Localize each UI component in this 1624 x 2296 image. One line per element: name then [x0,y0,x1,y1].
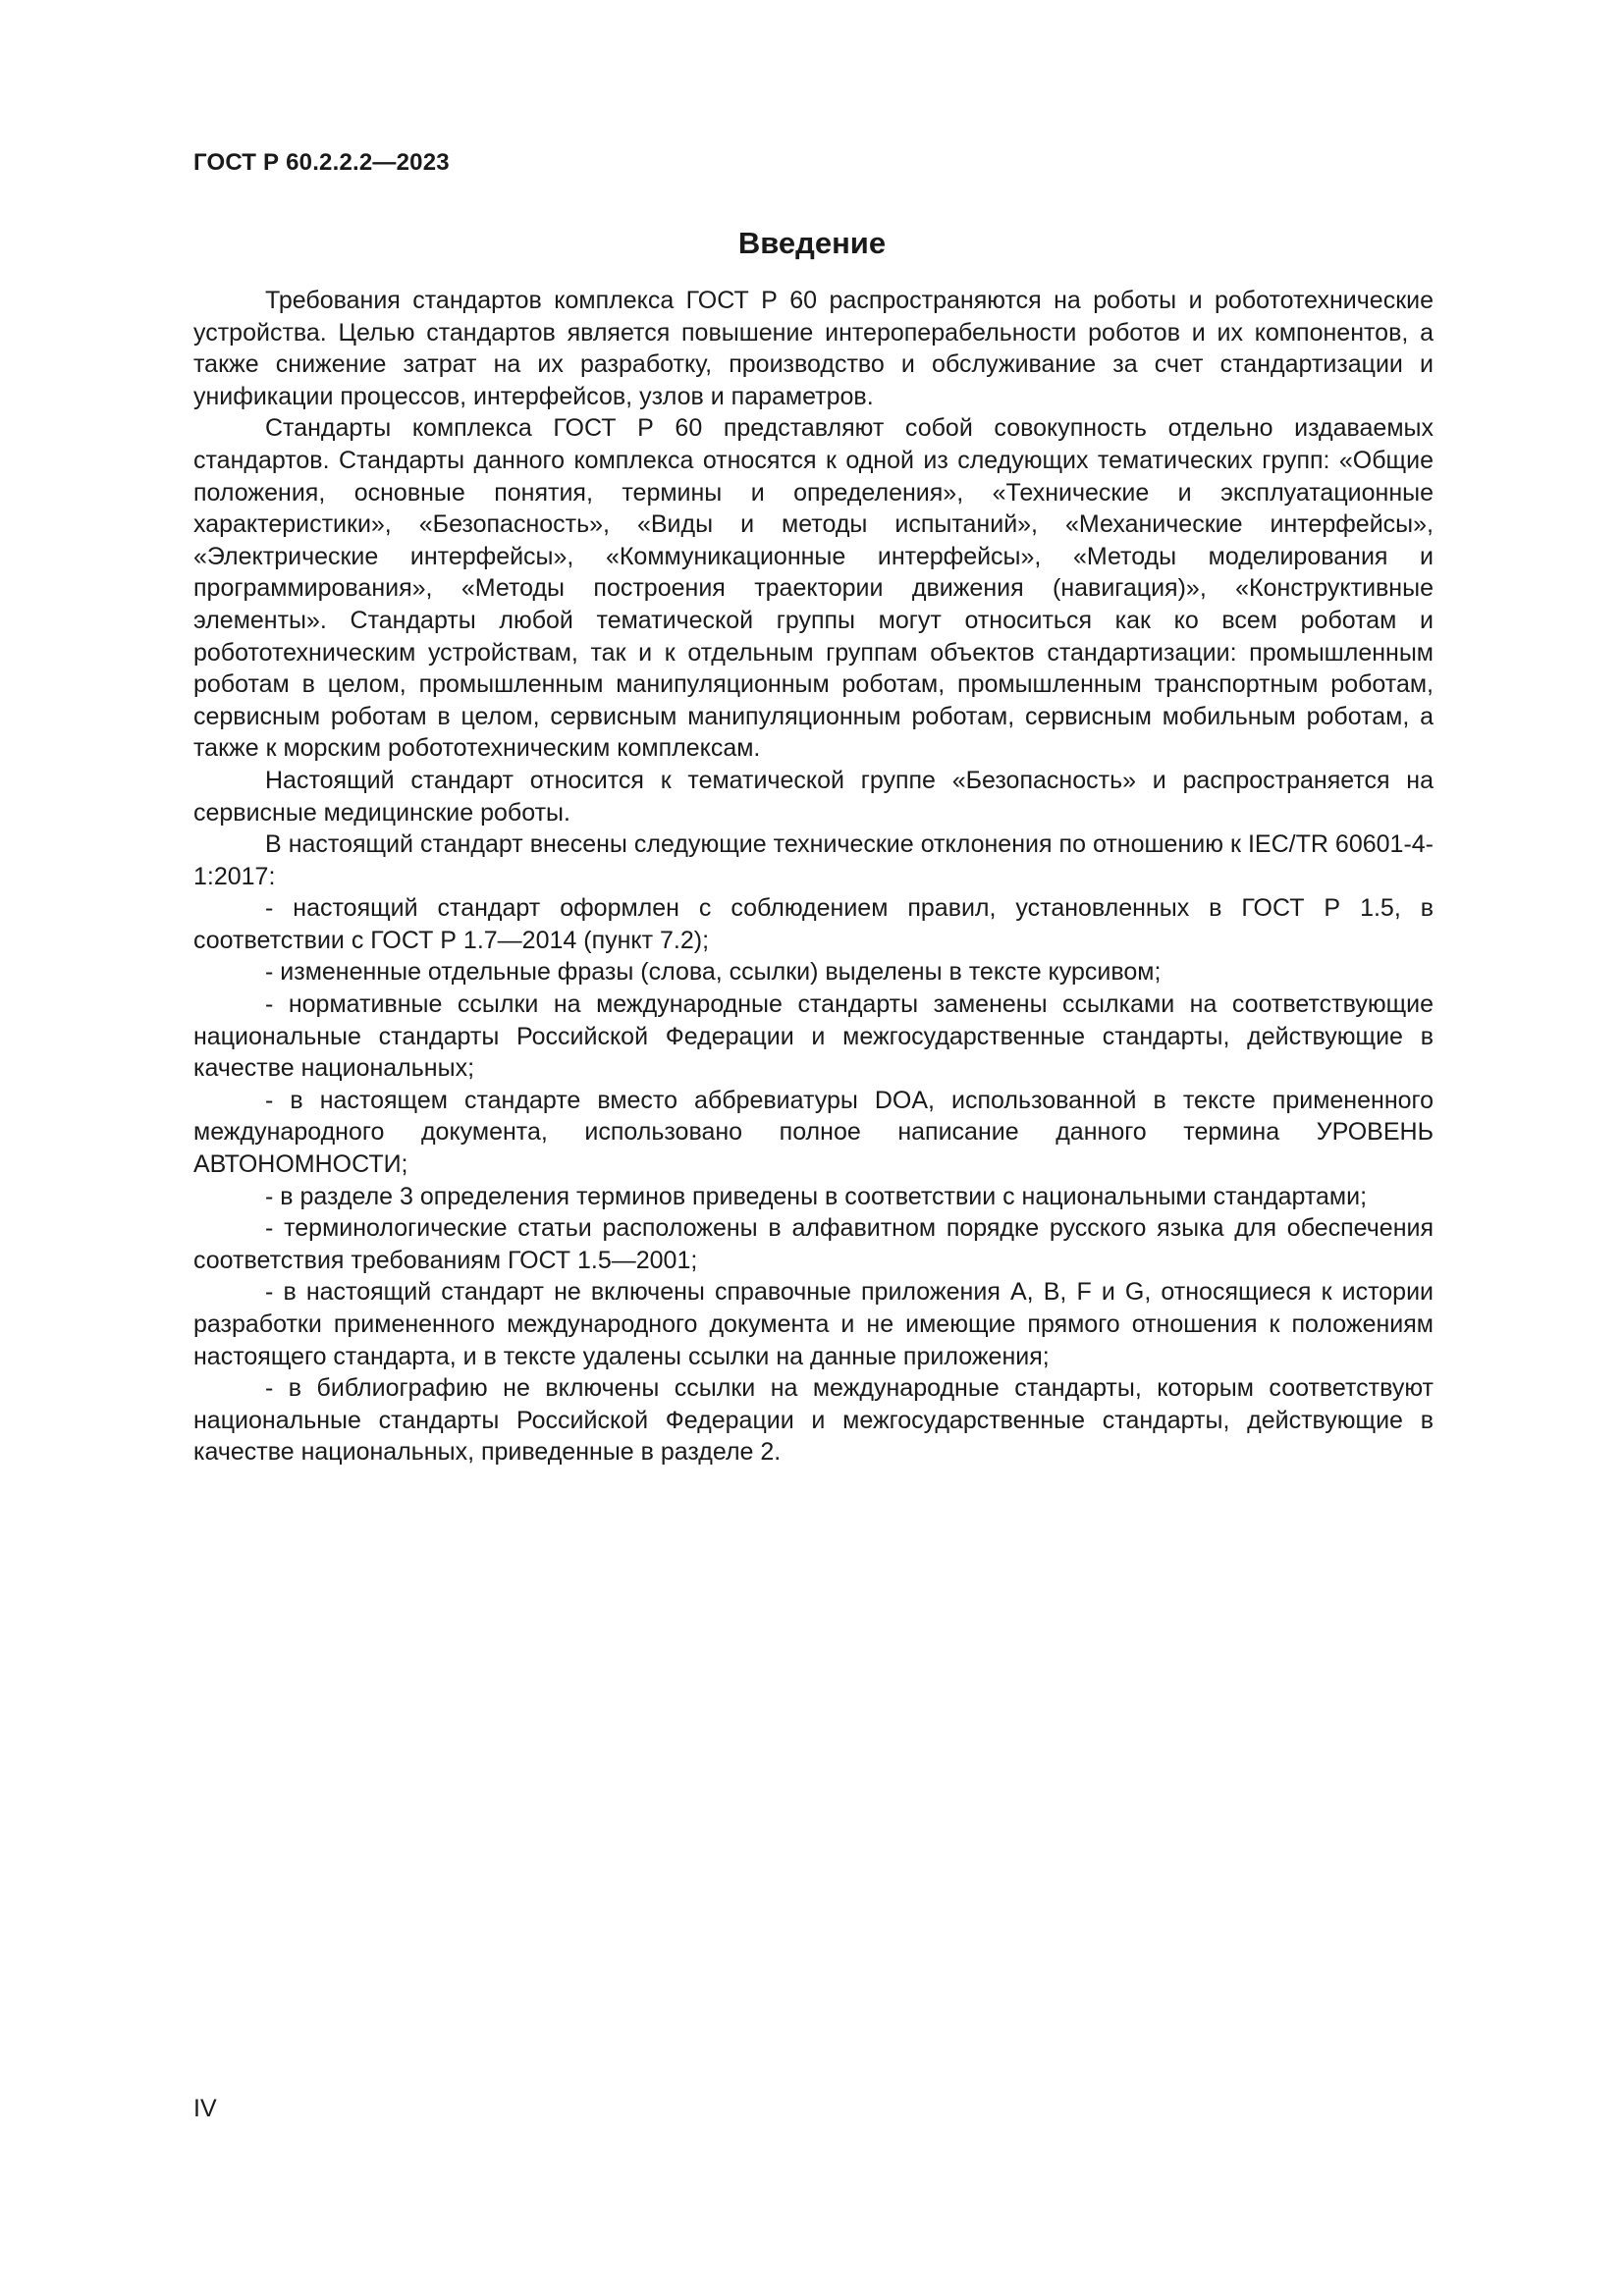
list-item: - нормативные ссылки на международные стандарты заменены ссылками на соответствующие национальные стандарты Российской Федерации и межгосударственные стандарты, действующие в качестве национальных; [193,990,1434,1083]
list-item: - в библиографию не включены ссылки на международные стандарты, которым соответствуют национальные стандарты Российской Федерации и межгосударственные стандарты, действующие в качестве национальных, приведенные в разделе 2. [193,1374,1434,1467]
list-item: - измененные отдельные фразы (слова, ссылки) выделены в тексте курсивом; [265,958,1162,987]
list-item: - в настоящий стандарт не включены справочные приложения A, B, F и G, относящиеся к истории разработки примененного международного документа и не имеющие прямого отношения к положениям настоящего стандарта, и в тексте удалены ссылки на данные приложения; [193,1278,1434,1370]
document-code-header: ГОСТ Р 60.2.2.2—2023 [193,149,450,176]
paragraph: Настоящий стандарт относится к тематической группе «Безопасность» и распространяется на сервисные медицинские роботы. [193,766,1434,827]
list-item: - в разделе 3 определения терминов приведены в соответствии с национальными стандартами; [265,1182,1368,1210]
body-text [193,285,1434,1468]
list-item: - терминологические статьи расположены в алфавитном порядке русского языка для обеспечения соответствия требованиям ГОСТ 1.5—2001; [193,1214,1434,1274]
section-title: Введение [737,226,887,260]
list-item: - в настоящем стандарте вместо аббревиатуры DOA, использованной в тексте примененного международного документа, использовано полное написание данного термина УРОВЕНЬ АВТОНОМНОСТИ; [193,1086,1434,1179]
list-item: - настоящий стандарт оформлен с соблюдением правил, установленных в ГОСТ Р 1.5, в соответствии с ГОСТ Р 1.7—2014 (пункт 7.2); [193,894,1434,954]
paragraph: Требования стандартов комплекса ГОСТ Р 60 распространяются на роботы и робототехнические устройства. Целью стандартов является повышение интероперабельности роботов и их компонентов, а также снижение затрат на их разработку, производство и обслуживание за счет стандартизации и унификации процессов, интерфейсов, узлов и параметров. [193,287,1434,410]
page-number: IV [193,2095,217,2122]
paragraph: В настоящий стандарт внесены следующие технические отклонения по отношению к IEC/TR 60601-4-1:2017: [193,830,1434,890]
paragraph: Стандарты комплекса ГОСТ Р 60 представляют собой совокупность отдельно издаваемых стандартов. Стандарты данного комплекса относятся к одной из следующих тематических групп: «Общие положения, основные понятия, термины и определения», «Технические и эксплуатационные характеристики», «Безопасность», «Виды и методы испытаний», «Механические интерфейсы», «Электрические интерфейсы», «Коммуникационные интерфейсы», «Методы моделирования и программирования», «Методы построения траектории движения (навигация)», «Конструктивные элементы». Стандарты любой тематической группы могут относиться как ко всем роботам и робототехническим устройствам, так и к отдельным группам объектов стандартизации: промышленным роботам в целом, промышленным манипуляционным роботам, промышленным транспортным роботам, сервисным роботам в целом, сервисным манипуляционным роботам, сервисным мобильным роботам, а также к морским робототехническим комплексам. [193,414,1434,763]
